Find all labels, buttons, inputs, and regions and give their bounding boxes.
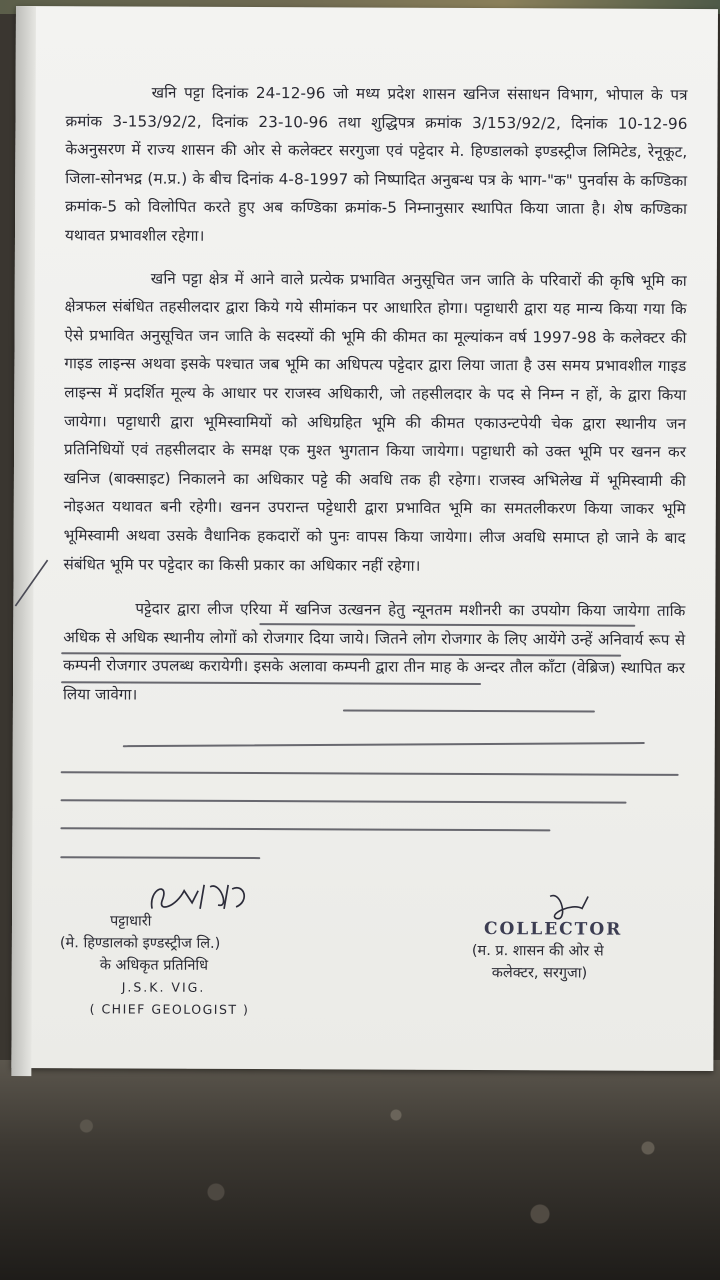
lessee-designation: पट्टाधारी <box>109 913 152 930</box>
background-ground <box>0 1060 720 1280</box>
collector-line-2: कलेक्टर, सरगुजा) <box>491 965 588 982</box>
lessee-title: ( CHIEF GEOLOGIST ) <box>89 1001 250 1018</box>
lessee-company: (मे. हिण्डालको इण्डस्ट्रीज लि.) <box>59 935 221 952</box>
collector-signature-block <box>472 918 692 985</box>
paragraph-3: पट्टेदार द्वारा लीज एरिया में खनिज उत्खनन हेतु न्यूनतम मशीनरी का उपयोग किया जायेगा ताकि अधिक से अधिक स्थानीय लोगों को रोजगार दिया जाये। जितने लोग रोजगार के लिए आयेंगे उन्हें अनिवार्य रूप से कम्पनी रोजगार उपलब्ध करायेगी। इसके अलावा कम्पनी द्वारा तीन माह के अन्दर तौल काँटा (वेब्रिज) स्थापित कर लिया जावेगा। <box>62 599 686 704</box>
lessee-name: J.S.K. VIG. <box>121 979 206 995</box>
page-fold-edge <box>11 6 36 1076</box>
margin-pen-mark <box>13 546 53 616</box>
lessee-role: के अधिकृत प्रतिनिधि <box>99 957 209 974</box>
collector-line-1: (म. प्र. शासन की ओर से <box>471 942 604 960</box>
pen-underline <box>61 771 679 776</box>
collector-signature <box>542 888 602 928</box>
pen-underline <box>60 827 550 831</box>
document-body <box>63 78 688 711</box>
document-page <box>11 6 718 1071</box>
paragraph-2: खनि पट्टा क्षेत्र में आने वाले प्रत्येक प्रभावित अनुसूचित जन जाति के परिवारों की कृषि भूमि का क्षेत्रफल संबंधित तहसीलदार द्वारा किये गये सीमांकन पर आधारित होगा। पट्टाधारी द्वारा यह मान्य किया गया कि ऐसे प्रभावित अनुसूचित जन जाति के सदस्यों की भूमि की कीमत का मूल्यांकन वर्ष 1997-98 के कलेक्टर की गाइड लाइन्स अथवा इसके पश्चात जब भूमि का अधिपत्य पट्टेदार द्वारा लिया जाता है उस समय प्रभावशील गाइड लाइन्स में प्रदर्शित मूल्य के आधार पर राजस्व अधिकारी, जो तहसीलदार के पद से निम्न न हों, के द्वारा किया जायेगा। पट्टाधारी द्वारा भूमिस्वामियों को अधिग्रहित भूमि की कीमत एकाउन्टपेयी चेक द्वारा स्थानीय जन प्रतिनिधियों एवं तहसीलदार के समक्ष एक मुश्त भुगतान किया जायेगा। पट्टाधारी को उक्त भूमि पर खनन कर खनिज (बाक्साइट) निकालने का अधिकार पट्टे की अवधि तक ही रहेगा। राजस्व अभिलेख में भूमिस्वामी की नोइअत यथावत बनी रहेगी। खनन उपरान्त पट्टेधारी द्वारा प्रभावित भूमि का समतलीकरण किया जाकर भूमि भूमिस्वामी अथवा उसके वैधानिक हकदारों को पुनः वापस किया जायेगा। लीज अवधि समाप्त हो जाने के बाद संबंधित भूमि पर पट्टेदार का किसी प्रकार का अधिकार नहीं रहेगा। <box>63 269 687 575</box>
lessee-signature-block <box>60 882 341 1021</box>
pen-underline <box>123 742 645 747</box>
pen-underline <box>60 856 260 859</box>
lessee-signature <box>140 879 270 920</box>
paragraph-1: खनि पट्टा दिनांक 24-12-96 जो मध्य प्रदेश शासन खनिज संसाधन विभाग, भोपाल के पत्र क्रमांक 3-153/92/2, दिनांक 23-10-96 तथा शुद्धिपत्र क्रमांक 3/153/92/2, दिनांक 10-12-96 केअनुसरण में राज्य शासन की ओर से कलेक्टर सरगुजा एवं पट्टेदार मे. हिण्डालको इण्डस्ट्रीज लिमिटेड, रेनूकूट, जिला-सोनभद्र (म.प्र.) के बीच दिनांक 4-8-1997 को निष्पादित अनुबन्ध पत्र के भाग-"क" पुनर्वास के कण्डिका क्रमांक-5 को विलोपित करते हुए अब कण्डिका क्रमांक-5 निम्नानुसार स्थापित किया जाता है। शेष कण्डिका यथावत प्रभावशील रहेगा। <box>64 83 688 245</box>
collector-stamp: COLLECTOR <box>483 919 623 940</box>
pen-underline <box>61 799 627 803</box>
pen-underline <box>343 709 595 712</box>
